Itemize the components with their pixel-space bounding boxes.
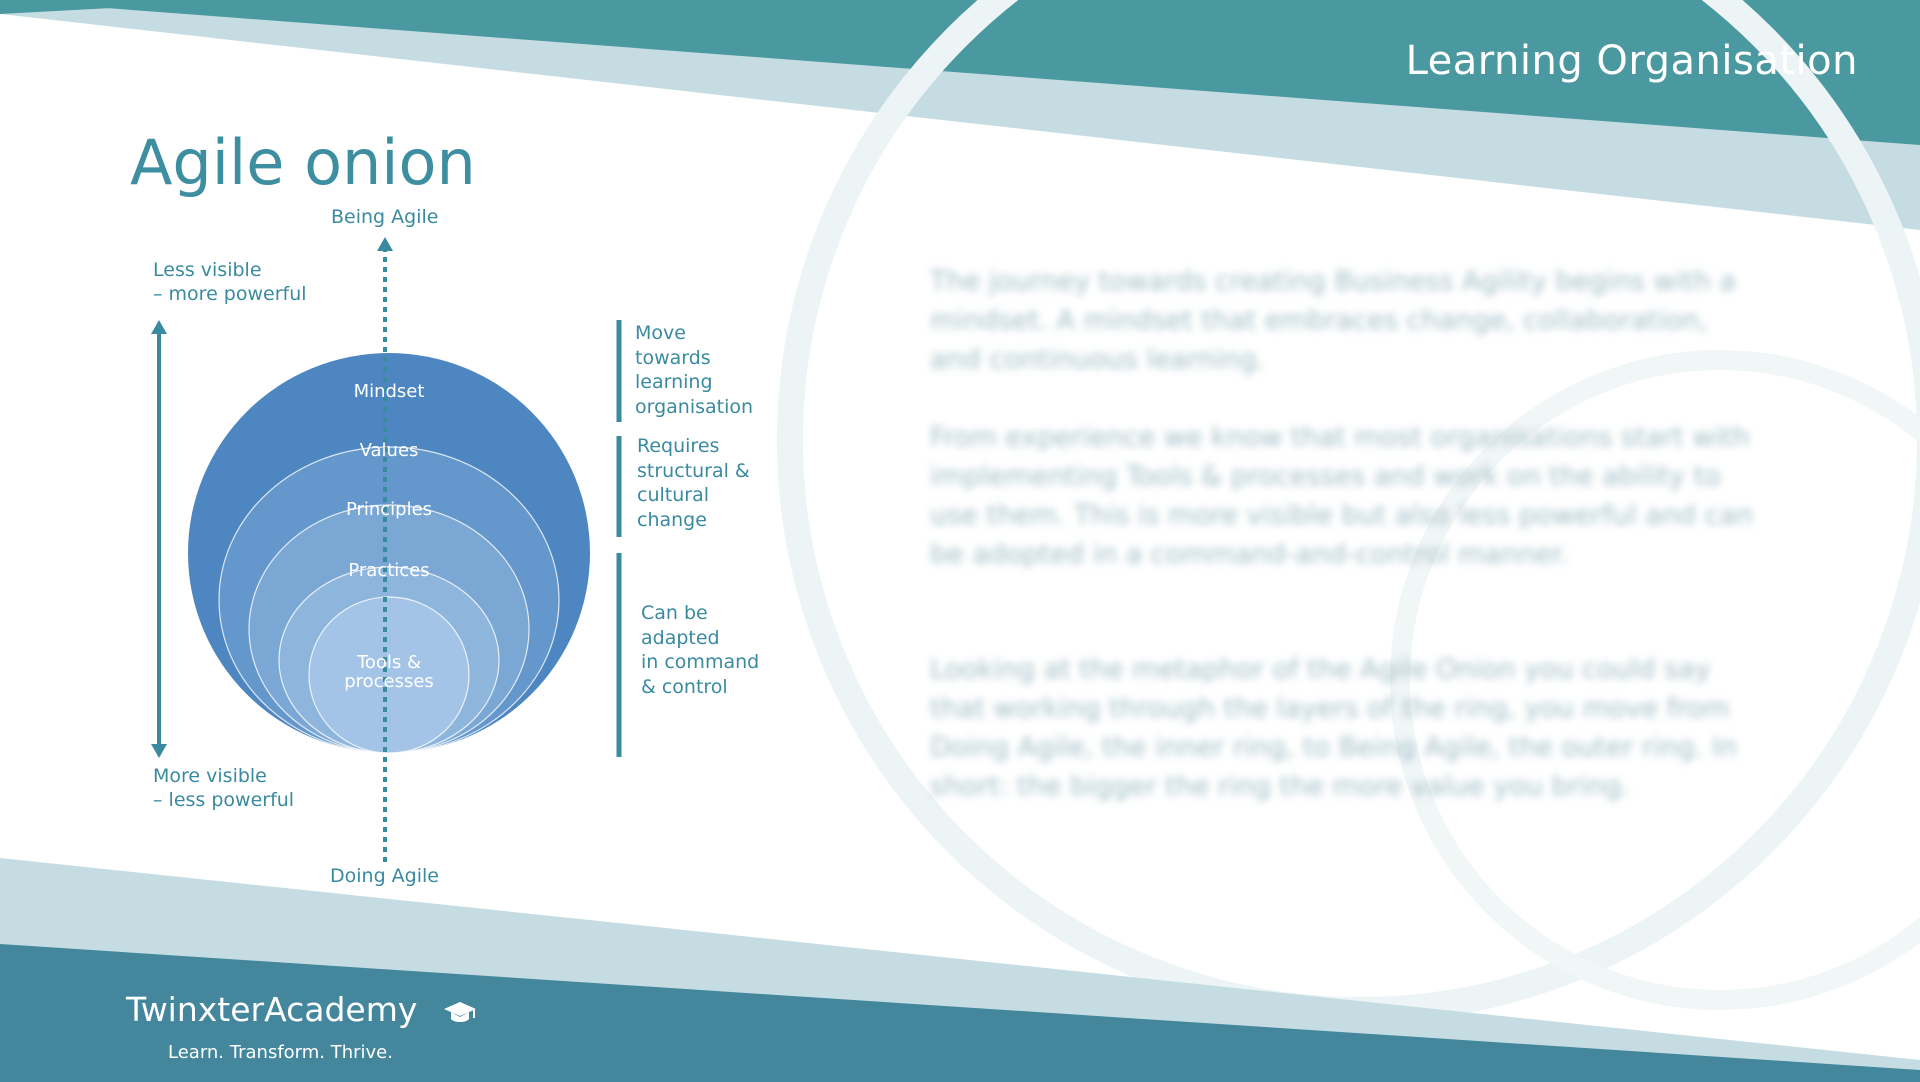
ring-label-mindset: Mindset bbox=[353, 381, 425, 402]
ring-label-principles: Principles bbox=[345, 499, 433, 520]
more-visible-label-1: More visible bbox=[153, 765, 267, 787]
brand-name: TwinxterAcademy bbox=[126, 990, 418, 1029]
ring-label-practices: Practices bbox=[348, 560, 430, 581]
body-paragraph-1: The journey towards creating Business Agility begins with a mindset. A mindset that embraces change, collaboration, and continuous learning. bbox=[930, 266, 1736, 375]
brand-tagline: Learn. Transform. Thrive. bbox=[168, 1042, 393, 1063]
being-agile-label: Being Agile bbox=[331, 206, 439, 228]
doing-agile-label: Doing Agile bbox=[330, 865, 439, 887]
less-visible-label-1: Less visible bbox=[153, 259, 262, 281]
side-note-2: Requires structural & cultural change bbox=[637, 435, 750, 531]
less-visible-label-2: – more powerful bbox=[153, 283, 307, 305]
body-paragraph-2: From experience we know that most organisations start with implementing Tools & processes and work on the ability to use them. This is more visible but also less powerful and can be adopted in a command-and-control manner. bbox=[930, 422, 1753, 570]
slide-title: Agile onion bbox=[130, 126, 476, 199]
graduation-cap-icon bbox=[442, 1000, 478, 1026]
side-note-3: Can be adapted in command & control bbox=[641, 602, 760, 698]
ring-label-tools: Tools & bbox=[356, 652, 422, 673]
ring-label-processes: processes bbox=[344, 671, 434, 692]
side-note-1: Move towards learning organisation bbox=[635, 322, 754, 418]
more-visible-label-2: – less powerful bbox=[153, 789, 295, 811]
ring-label-values: Values bbox=[359, 440, 419, 461]
axis-arrowhead bbox=[377, 237, 393, 251]
header-title: Learning Organisation bbox=[1405, 38, 1858, 84]
body-paragraph-3: Looking at the metaphor of the Agile Onion you could say that working through the layers of the ring, you move from Doing Agile, the inner ring, to Being Agile, the outer ring. In short: the bigger the ring the more value you bring. bbox=[930, 654, 1738, 802]
